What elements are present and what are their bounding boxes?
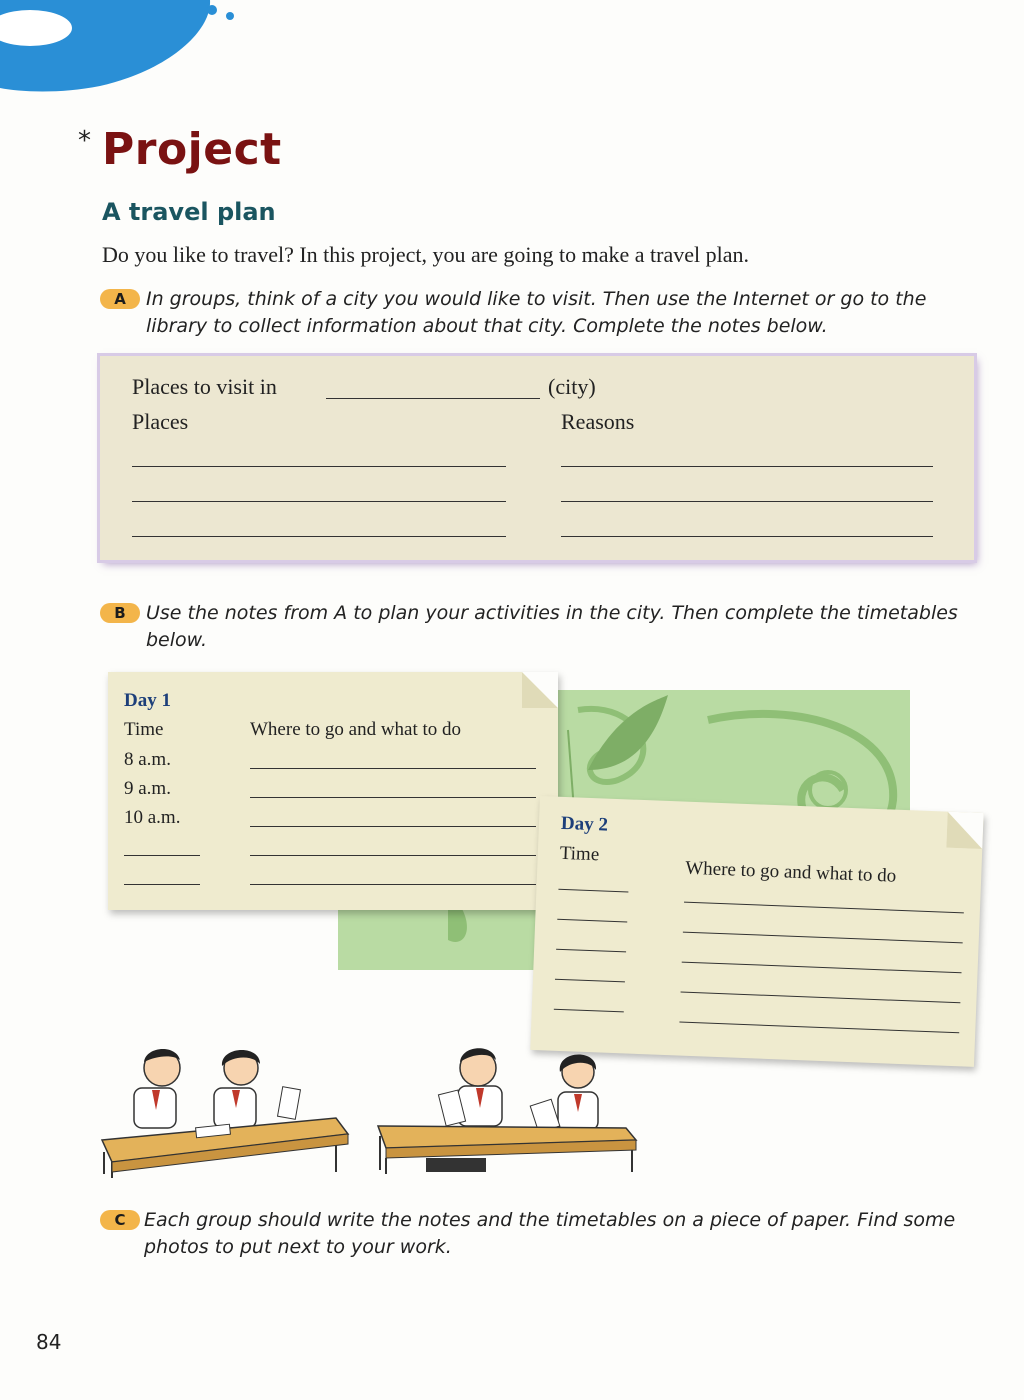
student-boy-left bbox=[134, 1049, 180, 1128]
day2-activity-blank[interactable] bbox=[682, 962, 962, 974]
day2-time-blank[interactable] bbox=[554, 1009, 624, 1013]
places-to-visit-label: Places to visit in bbox=[132, 374, 277, 399]
task-c-instruction: Each group should write the notes and the timetables on a piece of paper. Find some photos to put next to your work. bbox=[144, 1209, 956, 1258]
day1-time-row: 8 a.m. bbox=[124, 749, 171, 770]
city-blank[interactable] bbox=[326, 398, 540, 399]
folded-corner-icon bbox=[946, 812, 983, 849]
reasons-blank-1[interactable] bbox=[561, 466, 933, 467]
day1-activity-blank[interactable] bbox=[250, 884, 536, 885]
student-boy-right bbox=[438, 1048, 502, 1126]
day2-where-header: Where to go and what to do bbox=[684, 857, 897, 887]
day1-activity-blank[interactable] bbox=[250, 768, 536, 769]
task-a-badge: A bbox=[100, 289, 140, 309]
day1-where-header: Where to go and what to do bbox=[250, 719, 462, 740]
page-title: Project bbox=[102, 124, 282, 175]
page-number: 84 bbox=[36, 1330, 62, 1354]
day2-activity-blank[interactable] bbox=[683, 932, 963, 944]
day1-title: Day 1 bbox=[124, 690, 171, 711]
folded-corner-icon bbox=[522, 672, 558, 708]
reasons-column-header: Reasons bbox=[561, 409, 635, 434]
day1-activity-blank[interactable] bbox=[250, 855, 536, 856]
places-blank-1[interactable] bbox=[132, 466, 506, 467]
task-a-instruction: In groups, think of a city you would like to visit. Then use the Internet or go to the library to collect information about that city. Complete the notes below. bbox=[146, 288, 927, 337]
day1-time-blank[interactable] bbox=[124, 884, 200, 885]
day1-time-row: 9 a.m. bbox=[124, 778, 171, 799]
reasons-blank-2[interactable] bbox=[561, 501, 933, 502]
day1-activity-blank[interactable] bbox=[250, 826, 536, 827]
decorative-blue-blob bbox=[0, 0, 260, 100]
day2-activity-blank[interactable] bbox=[681, 992, 961, 1004]
day2-time-blank[interactable] bbox=[556, 949, 626, 953]
day1-timetable bbox=[108, 672, 558, 910]
day1-activity-blank[interactable] bbox=[250, 797, 536, 798]
optional-asterisk: * bbox=[78, 126, 91, 156]
reasons-blank-3[interactable] bbox=[561, 536, 933, 537]
day1-time-header: Time bbox=[124, 719, 164, 740]
day2-title: Day 2 bbox=[560, 812, 609, 836]
day1-time-row: 10 a.m. bbox=[124, 807, 181, 828]
day2-timetable bbox=[530, 796, 983, 1067]
places-blank-3[interactable] bbox=[132, 536, 506, 537]
day2-activity-blank[interactable] bbox=[679, 1022, 959, 1034]
students-illustration bbox=[96, 1040, 646, 1180]
day2-activity-blank[interactable] bbox=[684, 902, 964, 914]
intro-text: Do you like to travel? In this project, you are going to make a travel plan. bbox=[102, 242, 749, 267]
student-girl-left bbox=[214, 1050, 300, 1128]
day2-time-blank[interactable] bbox=[557, 919, 627, 923]
day1-time-blank[interactable] bbox=[124, 855, 200, 856]
notes-box bbox=[100, 356, 974, 560]
student-girl-right bbox=[530, 1054, 598, 1132]
day2-time-blank[interactable] bbox=[555, 979, 625, 983]
day2-time-header: Time bbox=[559, 842, 600, 866]
page-subtitle: A travel plan bbox=[102, 198, 276, 226]
task-c-badge: C bbox=[100, 1210, 140, 1230]
places-blank-2[interactable] bbox=[132, 501, 506, 502]
task-b-badge: B bbox=[100, 603, 140, 623]
city-label: (city) bbox=[548, 374, 596, 399]
desk-right bbox=[378, 1126, 636, 1174]
day2-time-blank[interactable] bbox=[558, 889, 628, 893]
task-b-instruction: Use the notes from A to plan your activities in the city. Then complete the timetables below. bbox=[146, 602, 958, 651]
places-column-header: Places bbox=[132, 409, 189, 434]
